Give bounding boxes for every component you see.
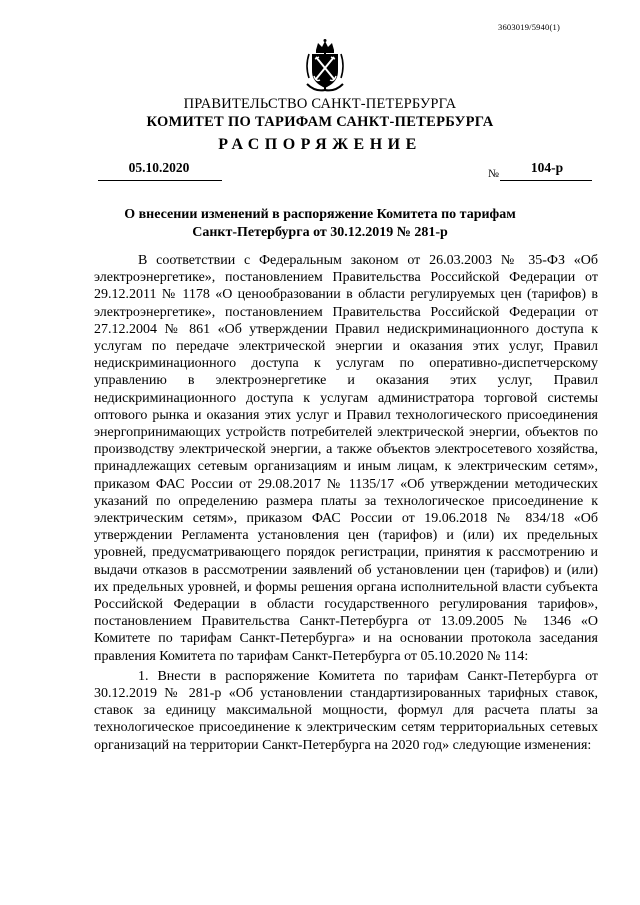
- subject-line-2: Санкт-Петербурга от 30.12.2019 № 281-р: [192, 224, 448, 240]
- item-1-paragraph: 1. Внести в распоряжение Комитета по тарифам Санкт-Петербурга от 30.12.2019 № 281-р «Об установлении стандартизированных тарифных ставок, ставок за единицу максимальной мощности, формул для расчета платы за технологическое присоединение к электрическим сетям территориальных сетевых организаций на территории Санкт-Петербурга на 2020 год» следующие изменения:: [94, 668, 598, 753]
- document-code: 3603019/5940(1): [498, 22, 561, 32]
- document-date: 05.10.2020: [128, 160, 190, 175]
- date-underline: [98, 180, 222, 181]
- number-sign: №: [488, 168, 499, 180]
- document-body: [94, 252, 598, 754]
- document-number: 104-р: [530, 160, 564, 175]
- document-subject: [0, 206, 640, 241]
- coat-of-arms-spb-icon: [303, 38, 347, 94]
- document-type: РАСПОРЯЖЕНИЕ: [218, 136, 422, 153]
- committee-title: КОМИТЕТ ПО ТАРИФАМ САНКТ-ПЕТЕРБУРГА: [146, 114, 494, 130]
- preamble-paragraph: В соответствии с Федеральным законом от 26.03.2003 № 35-ФЗ «Об электроэнергетике», постановлением Правительства Российской Федерации от 29.12.2011 № 1178 «О ценообразовании в области регулируемых цен (тарифов) в электроэнергетике», постановлением Правительства Российской Федерации от 27.12.2004 № 861 «Об утверждении Правил недискриминационного доступа к услугам по передаче электрической энергии и оказания этих услуг, Правил недискриминационного доступа к услугам по оперативно-диспетчерскому управлению в электроэнергетике и оказания этих услуг, Правил недискриминационного доступа к услугам администратора торговой системы оптового рынка и оказания этих услуг и Правил технологического присоединения энергопринимающих устройств потребителей электрической энергии, объектов по производству электрической энергии, а также объектов электросетевого хозяйства, принадлежащих сетевым организациям и иным лицам, к электрическим сетям», приказом ФАС России от 29.08.2017 № 1135/17 «Об утверждении методических указаний по определению размера платы за технологическое присоединение к электрическим сетям», приказом ФАС России от 19.06.2018 № 834/18 «Об утверждении Регламента установления цен (тарифов) и (или) их предельных уровней, предусматривающего порядок регистрации, принятия к рассмотрению и выдачи отказов в рассмотрении заявлений об установлении цен (тарифов) и (или) их предельных уровней, и формы решения органа исполнительной власти субъекта Российской Федерации в области государственного регулирования тарифов», постановлением Правительства Санкт-Петербурга от 13.09.2005 № 1346 «О Комитете по тарифам Санкт-Петербурга» и на основании протокола заседания правления Комитета по тарифам Санкт-Петербурга от 05.10.2020 № 114:: [94, 253, 598, 664]
- government-title: ПРАВИТЕЛЬСТВО САНКТ-ПЕТЕРБУРГА: [183, 96, 457, 112]
- number-underline: [500, 180, 592, 181]
- subject-line-1: О внесении изменений в распоряжение Комитета по тарифам: [124, 207, 516, 222]
